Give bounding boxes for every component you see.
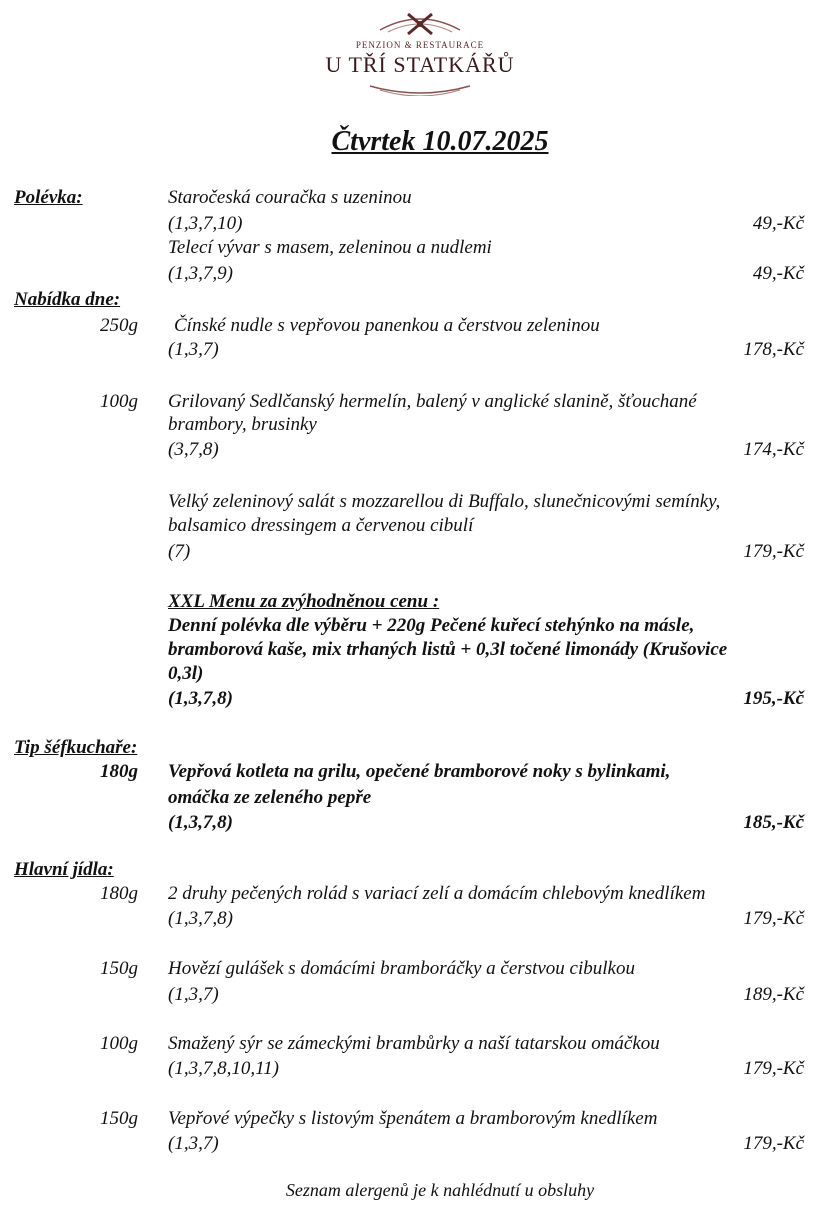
offer-item-1-weight: 250g	[100, 315, 138, 336]
section-mains-label: Hlavní jídla:	[14, 859, 114, 880]
section-chef-label: Tip šéfkuchaře:	[14, 737, 138, 758]
section-offer-label: Nabídka dne:	[14, 289, 121, 310]
offer-item-2-allergens: (3,7,8)	[168, 439, 219, 460]
main-item-4-name: Vepřové výpečky s listovým špenátem a bramborovým knedlíkem	[168, 1108, 658, 1129]
xxl-menu-line2: bramborová kaše, mix trhaných listů + 0,3l točené limonády (Krušovice	[168, 639, 728, 660]
main-item-3-name: Smažený sýr se zámeckými brambůrky a naší tatarskou omáčkou	[168, 1033, 660, 1054]
main-item-3-allergens: (1,3,7,8,10,11)	[168, 1058, 279, 1079]
chef-price: 185,-Kč	[743, 812, 804, 833]
allergen-note: Seznam alergenů je k nahlédnutí u obsluhy	[285, 1180, 595, 1200]
main-item-2-name: Hovězí gulášek s domácími bramboráčky a čerstvou cibulkou	[168, 958, 635, 979]
chef-weight: 180g	[100, 761, 138, 782]
main-item-1-price: 179,-Kč	[743, 908, 804, 929]
soup-item-2-name: Telecí vývar s masem, zeleninou a nudlemi	[168, 237, 492, 258]
page-title: Čtvrtek 10.07.2025	[331, 126, 549, 157]
soup-item-2-price: 49,-Kč	[752, 263, 804, 284]
main-item-4-allergens: (1,3,7)	[168, 1133, 219, 1154]
offer-item-3-price: 179,-Kč	[743, 541, 804, 562]
xxl-menu-allergens: (1,3,7,8)	[168, 688, 233, 709]
offer-item-2-name-line2: brambory, brusinky	[168, 414, 317, 435]
offer-item-3-allergens: (7)	[168, 541, 191, 562]
logo-name: U TŘÍ STATKÁŘŮ	[325, 52, 515, 77]
main-item-4-price: 179,-Kč	[743, 1133, 804, 1154]
logo-subtitle: PENZION & RESTAURACE	[355, 40, 485, 50]
section-soup-label: Polévka:	[14, 187, 83, 208]
offer-item-1-allergens: (1,3,7)	[168, 339, 219, 360]
offer-item-3-name-line2: balsamico dressingem a červenou cibulí	[168, 515, 474, 536]
soup-item-1-price: 49,-Kč	[752, 213, 804, 234]
offer-item-2-name-line1: Grilovaný Sedlčanský hermelín, balený v anglické slanině, šťouchané	[168, 391, 697, 412]
chef-line2: omáčka ze zeleného pepře	[168, 787, 372, 808]
main-item-1-weight: 180g	[100, 883, 138, 904]
main-item-1-allergens: (1,3,7,8)	[168, 908, 233, 929]
offer-item-3-name-line1: Velký zeleninový salát s mozzarellou di Buffalo, slunečnicovými semínky,	[168, 491, 721, 512]
xxl-menu-line3: 0,3l)	[168, 663, 204, 684]
xxl-menu-heading: XXL Menu za zvýhodněnou cenu :	[168, 591, 440, 612]
xxl-menu-line1: Denní polévka dle výběru + 220g Pečené kuřecí stehýnko na másle,	[168, 615, 695, 636]
main-item-1-name: 2 druhy pečených rolád s variací zelí a domácím chlebovým knedlíkem	[168, 883, 706, 904]
soup-item-2-allergens: (1,3,7,9)	[168, 263, 233, 284]
main-item-2-price: 189,-Kč	[743, 984, 804, 1005]
soup-item-1-allergens: (1,3,7,10)	[168, 213, 243, 234]
soup-item-1-name: Staročeská couračka s uzeninou	[168, 187, 412, 208]
offer-item-2-weight: 100g	[100, 391, 138, 412]
offer-item-2-price: 174,-Kč	[743, 439, 804, 460]
xxl-menu-price: 195,-Kč	[743, 688, 804, 709]
chef-line1: Vepřová kotleta na grilu, opečené bramborové noky s bylinkami,	[168, 761, 671, 782]
chef-allergens: (1,3,7,8)	[168, 812, 233, 833]
main-item-3-price: 179,-Kč	[743, 1058, 804, 1079]
main-item-3-weight: 100g	[100, 1033, 138, 1054]
main-item-4-weight: 150g	[100, 1108, 138, 1129]
offer-item-1-name: Čínské nudle s vepřovou panenkou a čerstvou zeleninou	[174, 315, 600, 336]
main-item-2-weight: 150g	[100, 958, 138, 979]
offer-item-1-price: 178,-Kč	[743, 339, 804, 360]
main-item-2-allergens: (1,3,7)	[168, 984, 219, 1005]
restaurant-logo	[0, 8, 840, 96]
